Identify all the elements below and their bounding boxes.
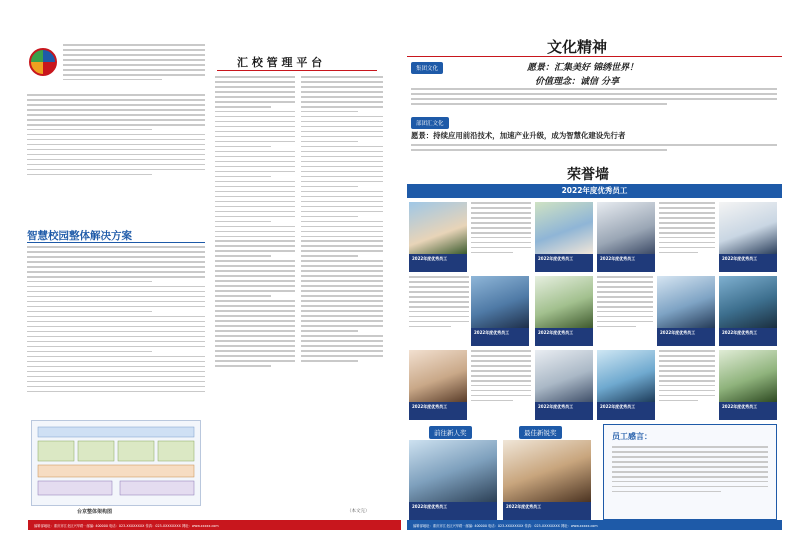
award-card [535,202,593,272]
mission-text: 愿景：持续应用前沿技术，加速产业升级，成为智慧化建设先行者 [411,131,626,140]
left-page [17,14,392,524]
award-title: 2022年度优秀员工 [722,404,758,409]
vision-text: 愿景：汇集美好 锦绣世界！ [527,63,639,73]
award-card [657,276,715,346]
award-title: 2022年度优秀员工 [474,330,510,335]
award-card [535,276,593,346]
award-card [597,350,655,420]
award-card [503,440,591,520]
thanks-panel [603,424,777,520]
award-title: 2022年度优秀员工 [538,404,574,409]
award-card [409,202,467,272]
award-card [535,350,593,420]
smart-campus-headline: 智慧校园整体解决方案 [27,230,132,242]
award-title: 2022年度优秀员工 [538,330,574,335]
left-footer: 编辑部地址：重庆市江北区兴华路 · 邮编: 400000 电话：023-XXXXXXXX 传真：023-XXXXXXXX 网址：www.xxxxx.com [28,520,401,530]
diagram-caption: 台京整体架构图 [77,509,113,515]
right-footer: 编辑部地址：重庆市江北区兴华路 · 邮编: 400000 电话：023-XXXXXXXX 传真：023-XXXXXXXX 网址：www.xxxxx.com [407,520,782,530]
culture-headline: 文化精神 [547,38,608,56]
award-title: 2022年度优秀员工 [600,256,636,261]
honor-headline: 荣誉墙 [567,167,609,183]
honor-banner: 2022年度优秀员工 [407,184,782,198]
award-card [719,202,777,272]
end-note: （本文完） [347,509,370,514]
culture-badge-2: 部团汇文化 [411,117,449,129]
culture-rule [407,56,782,57]
headline-rule [217,70,377,71]
award-title: 2022年度优秀员工 [412,404,448,409]
innovation-badge: 最佳新锐奖 [519,426,562,439]
thanks-title: 员工感言： [612,431,652,441]
culture-badge: 集团文化 [411,62,443,74]
award-title: 2022年度优秀员工 [722,330,758,335]
award-title: 2022年度优秀员工 [600,404,636,409]
smart-rule [27,242,205,243]
award-card [597,202,655,272]
award-title: 2022年度优秀员工 [660,330,696,335]
award-title: 2022年度优秀员工 [506,504,542,509]
award-card [471,276,529,346]
right-page [407,14,782,524]
award-title: 2022年度优秀员工 [538,256,574,261]
company-logo-icon [29,48,57,76]
award-title: 2022年度优秀员工 [412,504,448,509]
award-card [409,440,497,520]
award-card [409,350,467,420]
award-card [719,350,777,420]
architecture-diagram [31,420,201,506]
award-title: 2022年度优秀员工 [722,256,758,261]
new-talent-badge: 前往新人奖 [429,426,472,439]
platform-headline: 汇 校 管 理 平 台 [237,56,323,69]
award-title: 2022年度优秀员工 [412,256,448,261]
award-card [719,276,777,346]
values-text: 价值理念：诚信 分享 [535,77,620,87]
